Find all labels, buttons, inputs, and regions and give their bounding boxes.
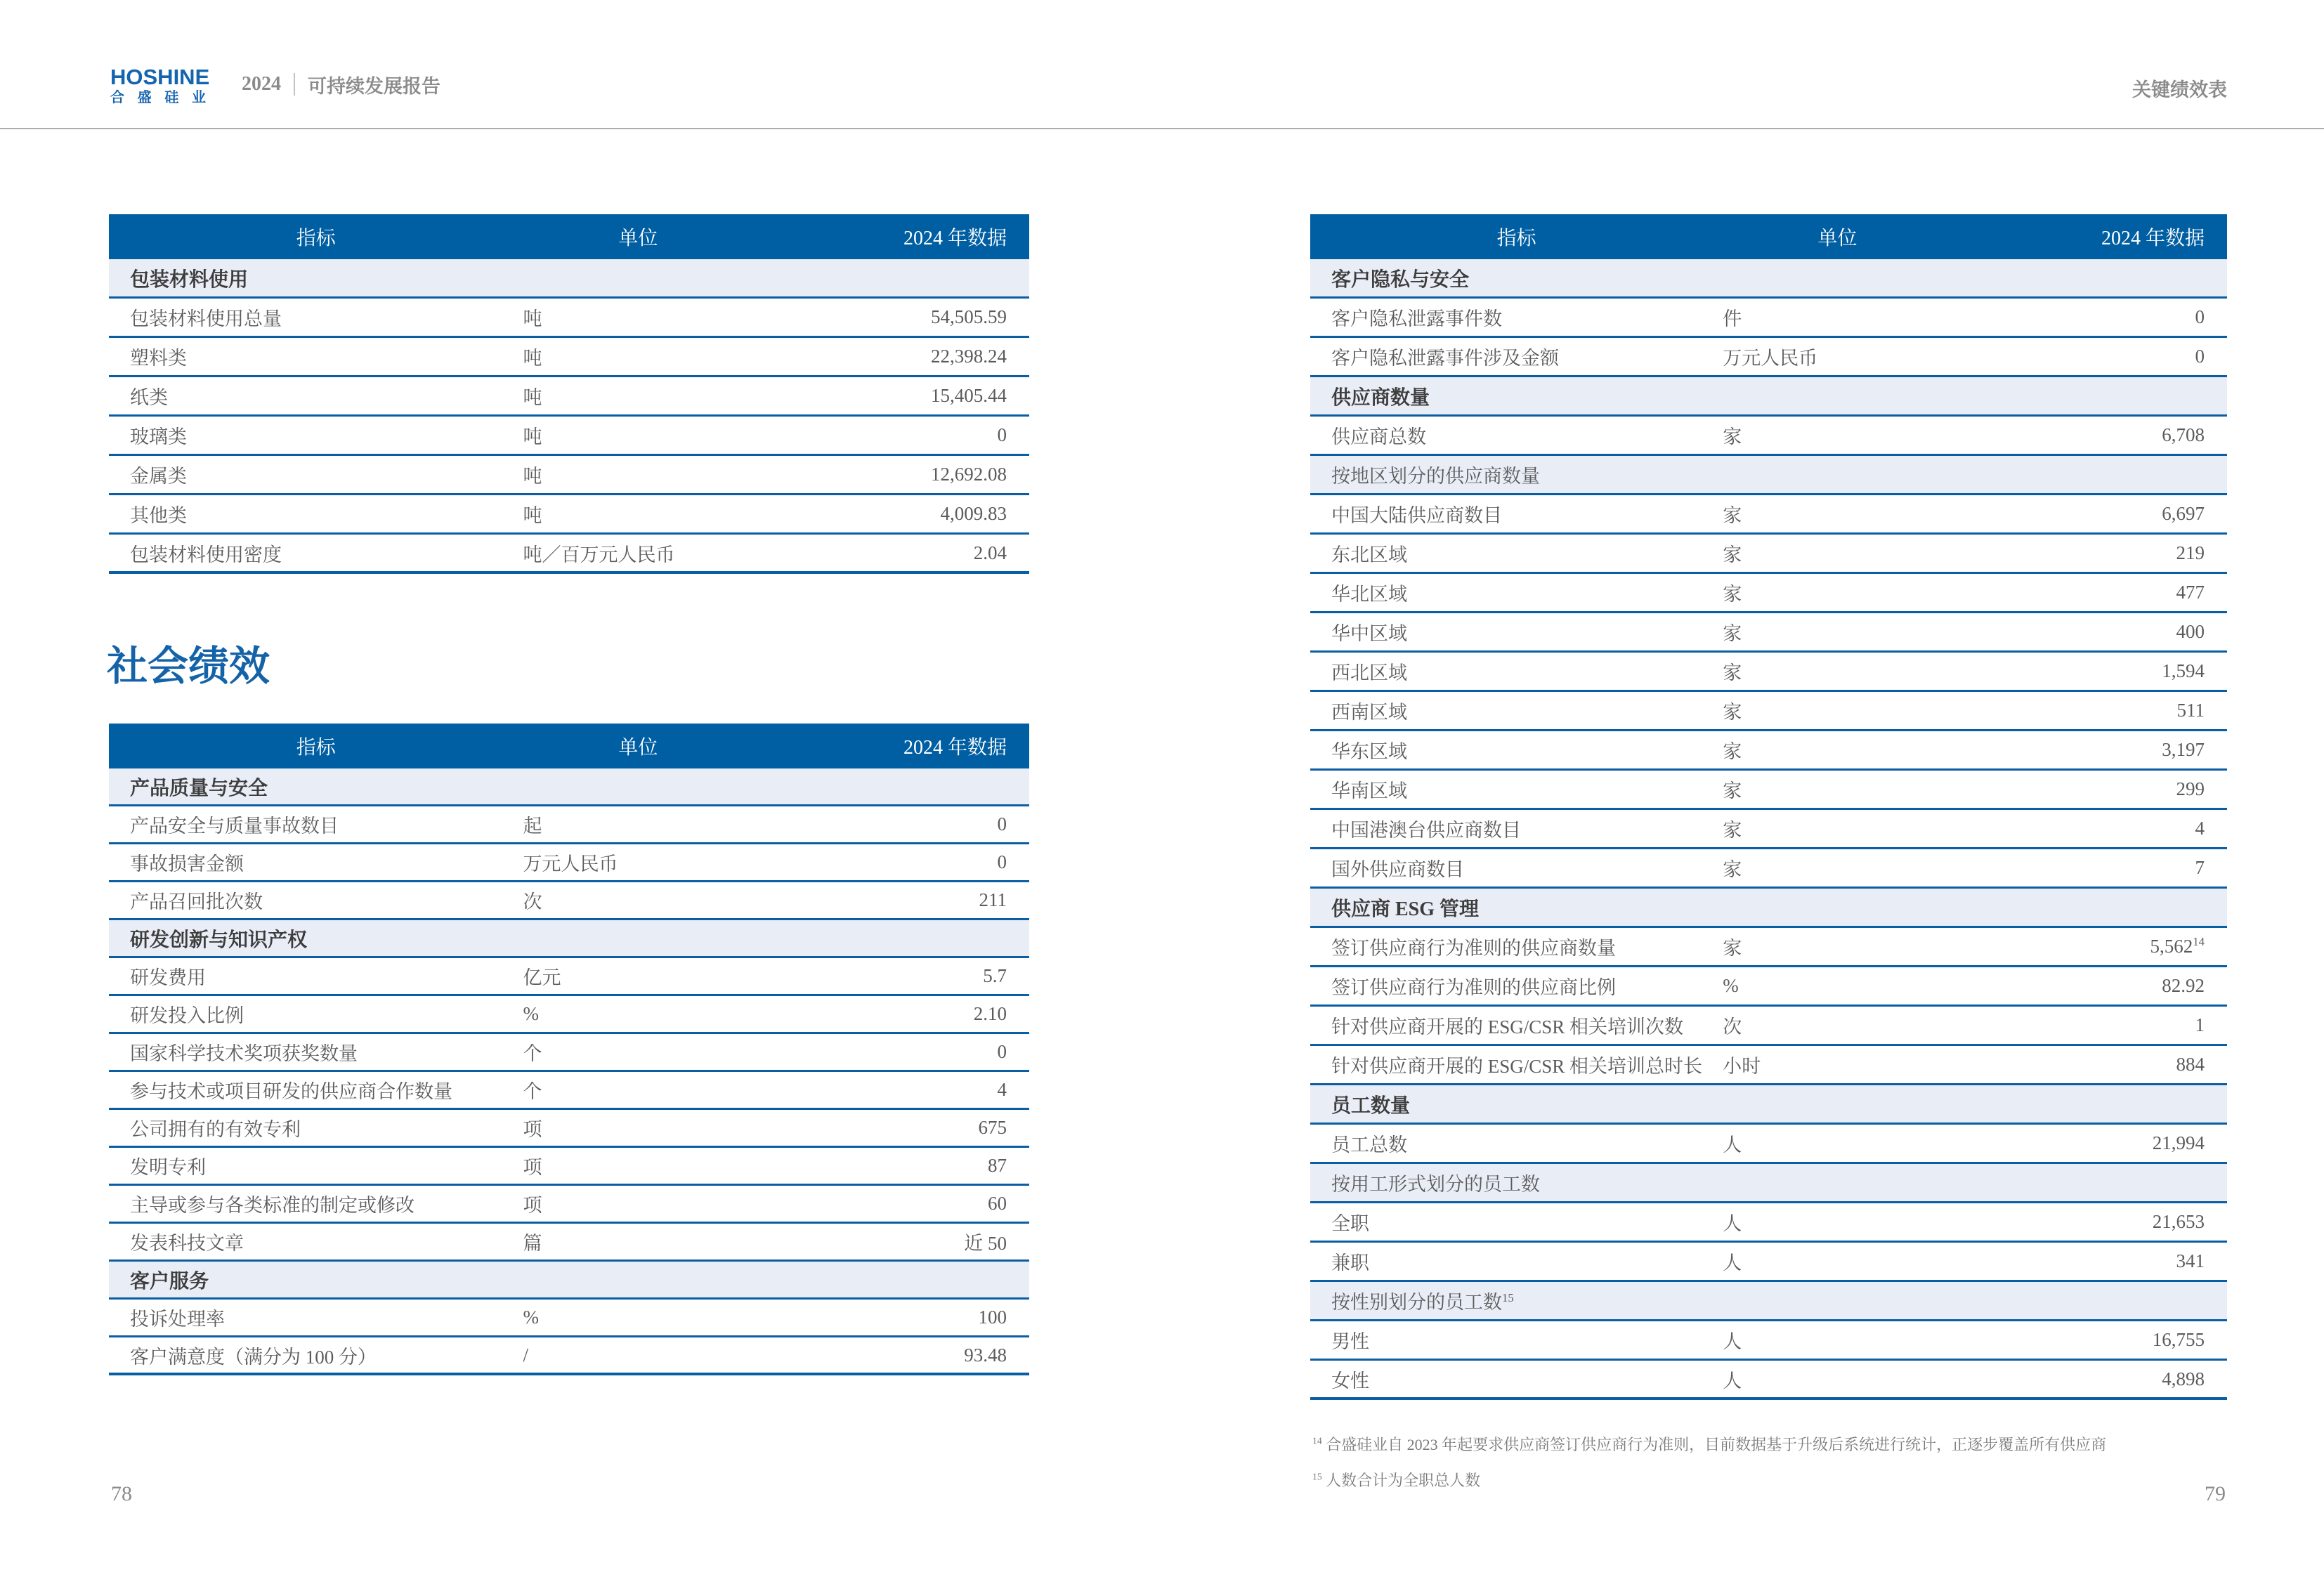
- indicator-cell: 华南区域: [1331, 780, 1407, 801]
- logo-chinese-name: [110, 91, 206, 105]
- unit-cell: 家: [1723, 623, 1742, 644]
- value-cell: 12,692.08: [931, 464, 1007, 485]
- indicator-cell: 客户隐私泄露事件数: [1331, 308, 1502, 329]
- data-row: [109, 958, 1029, 996]
- section-row: [1310, 1085, 2227, 1125]
- subsection-label: 按用工形式划分的员工数: [1331, 1174, 1540, 1195]
- value-cell: 675: [978, 1117, 1007, 1138]
- value-cell: 近 50: [964, 1233, 1007, 1254]
- indicator-cell: 女性: [1331, 1370, 1369, 1392]
- indicator-cell: 西南区域: [1331, 702, 1407, 723]
- value-cell: 21,653: [2152, 1211, 2205, 1232]
- packaging-materials-table: [109, 214, 1029, 574]
- value-cell: 4,009.83: [940, 503, 1007, 524]
- unit-cell: %: [1723, 975, 1739, 996]
- value-cell: 2.10: [973, 1003, 1007, 1024]
- indicator-cell: 华东区域: [1331, 741, 1407, 762]
- value-cell: 0: [997, 424, 1007, 445]
- data-row: [109, 1224, 1029, 1262]
- value-cell: 400: [2176, 621, 2205, 642]
- value-cell: 299: [2176, 778, 2205, 799]
- value-cell: 0: [2195, 346, 2205, 367]
- unit-cell: %: [523, 1307, 539, 1328]
- section-label: 客户服务: [130, 1270, 209, 1293]
- value-cell: 884: [2176, 1054, 2205, 1075]
- unit-cell: 吨: [523, 505, 542, 526]
- indicator-cell: 华北区域: [1331, 584, 1407, 605]
- footnote-14-text: 合盛硅业自 2023 年起要求供应商签订供应商行为准则，目前数据基于升级后系统进行统计，正逐步覆盖所有供应商: [1326, 1436, 2107, 1453]
- unit-cell: 个: [523, 1081, 542, 1102]
- indicator-cell: 客户满意度（满分为 100 分）: [130, 1346, 377, 1368]
- indicator-cell: 中国大陆供应商数目: [1331, 505, 1502, 526]
- data-row: [1310, 1007, 2227, 1046]
- data-row: [1310, 731, 2227, 771]
- header-separator: [294, 73, 295, 96]
- indicator-cell: 玻璃类: [130, 426, 187, 447]
- data-row: [1310, 1125, 2227, 1164]
- data-row: [1310, 495, 2227, 535]
- section-row: [1310, 889, 2227, 928]
- data-row: [1310, 1361, 2227, 1400]
- section-label: 员工数量: [1331, 1094, 1411, 1117]
- unit-cell: 万元人民币: [1723, 348, 1818, 369]
- data-row: [1310, 1046, 2227, 1085]
- unit-cell: 项: [523, 1157, 542, 1178]
- value-cell: 0: [997, 1041, 1007, 1062]
- data-row: [109, 1034, 1029, 1072]
- indicator-cell: 签订供应商行为准则的供应商比例: [1331, 977, 1616, 998]
- indicator-cell: 研发费用: [130, 967, 206, 988]
- data-row: [109, 1300, 1029, 1337]
- section-row: [1310, 259, 2227, 299]
- indicator-cell: 事故损害金额: [130, 853, 244, 875]
- indicator-cell: 国外供应商数目: [1331, 859, 1464, 880]
- column-header-2024-data: 2024 年数据: [903, 228, 1007, 249]
- data-row: [109, 535, 1029, 574]
- value-cell: 211: [979, 889, 1007, 910]
- social-performance-title: 社会绩效: [107, 643, 270, 689]
- value-cell: 6,697: [2162, 503, 2205, 524]
- indicator-cell: 研发投入比例: [130, 1005, 244, 1026]
- indicator-cell: 员工总数: [1331, 1134, 1407, 1156]
- unit-cell: 个: [523, 1043, 542, 1064]
- data-row: [109, 338, 1029, 377]
- indicator-cell: 华中区域: [1331, 623, 1407, 644]
- unit-cell: 项: [523, 1195, 542, 1216]
- header-divider: [0, 128, 2324, 129]
- unit-cell: 人: [1723, 1370, 1742, 1392]
- data-row: [109, 417, 1029, 456]
- indicator-cell: 主导或参与各类标准的制定或修改: [130, 1195, 414, 1216]
- footnotes: [1312, 1433, 2233, 1505]
- value-cell: 219: [2176, 542, 2205, 563]
- unit-cell: 家: [1723, 859, 1742, 880]
- chapter-title: 关键绩效表: [2132, 79, 2227, 100]
- unit-cell: 家: [1723, 702, 1742, 723]
- data-row: [109, 377, 1029, 417]
- section-label: 供应商 ESG 管理: [1331, 898, 1480, 920]
- column-header-unit: 单位: [618, 228, 658, 249]
- indicator-cell: 发表科技文章: [130, 1233, 244, 1254]
- unit-cell: 人: [1723, 1331, 1742, 1352]
- table-header-row: [109, 214, 1029, 259]
- indicator-cell: 参与技术或项目研发的供应商合作数量: [130, 1081, 452, 1102]
- supplier-employee-table: [1310, 214, 2227, 1400]
- indicator-cell: 产品召回批次数: [130, 891, 263, 912]
- data-row: [109, 1186, 1029, 1224]
- table-header-row: [1310, 214, 2227, 259]
- indicator-cell: 产品安全与质量事故数目: [130, 816, 339, 837]
- subsection-row: [1310, 1282, 2227, 1321]
- report-meta: [242, 69, 440, 100]
- value-cell: 4: [2195, 818, 2205, 839]
- unit-cell: %: [523, 1003, 539, 1024]
- indicator-cell: 包装材料使用密度: [130, 544, 282, 565]
- data-row: [109, 456, 1029, 495]
- logo-wordmark: HOSHINE: [110, 65, 210, 89]
- unit-cell: 家: [1723, 780, 1742, 801]
- data-row: [109, 1072, 1029, 1110]
- unit-cell: /: [523, 1344, 529, 1366]
- report-title: 可持续发展报告: [308, 75, 440, 97]
- footnote-14-marker: 14: [1312, 1435, 1322, 1446]
- indicator-cell: 针对供应商开展的 ESG/CSR 相关培训总时长: [1331, 1056, 1703, 1077]
- section-label: 包装材料使用: [130, 268, 249, 291]
- data-row: [1310, 613, 2227, 653]
- column-header-2024-data: 2024 年数据: [2101, 228, 2205, 249]
- data-row: [1310, 1321, 2227, 1361]
- unit-cell: 人: [1723, 1252, 1742, 1274]
- value-cell: 54,505.59: [931, 306, 1007, 327]
- unit-cell: 篇: [523, 1233, 542, 1254]
- subsection-label-superscript: 15: [1502, 1291, 1514, 1304]
- indicator-cell: 塑料类: [130, 348, 187, 369]
- unit-cell: 吨／百万元人民币: [523, 544, 675, 565]
- value-cell: 87: [988, 1155, 1007, 1176]
- section-row: [109, 920, 1029, 958]
- section-label: 客户隐私与安全: [1331, 268, 1470, 291]
- unit-cell: 次: [1723, 1016, 1742, 1038]
- value-cell: 0: [997, 813, 1007, 835]
- value-cell: 7: [2195, 857, 2205, 878]
- value-cell: 93.48: [964, 1344, 1007, 1366]
- unit-cell: 家: [1723, 820, 1742, 841]
- section-row: [109, 1262, 1029, 1300]
- indicator-cell: 公司拥有的有效专利: [130, 1119, 301, 1140]
- unit-cell: 吨: [523, 466, 542, 487]
- indicator-cell: 东北区域: [1331, 544, 1407, 565]
- data-row: [109, 996, 1029, 1034]
- unit-cell: 家: [1723, 505, 1742, 526]
- hoshine-logo: [110, 65, 210, 105]
- indicator-cell: 供应商总数: [1331, 426, 1426, 447]
- logo-char: 合: [110, 90, 124, 105]
- indicator-cell: 纸类: [130, 387, 168, 408]
- unit-cell: 小时: [1723, 1056, 1761, 1077]
- indicator-cell: 客户隐私泄露事件涉及金额: [1331, 348, 1559, 369]
- data-row: [109, 882, 1029, 920]
- data-row: [1310, 338, 2227, 377]
- unit-cell: 家: [1723, 741, 1742, 762]
- indicator-cell: 西北区域: [1331, 662, 1407, 683]
- subsection-row: [1310, 456, 2227, 495]
- data-row: [109, 495, 1029, 535]
- column-header-unit: 单位: [1817, 228, 1858, 249]
- logo-char: 盛: [137, 90, 152, 105]
- data-row: [1310, 967, 2227, 1007]
- data-row: [109, 1110, 1029, 1148]
- column-header-indicator: 指标: [296, 737, 336, 759]
- column-header-2024-data: 2024 年数据: [903, 737, 1007, 759]
- data-row: [1310, 692, 2227, 731]
- unit-cell: 家: [1723, 544, 1742, 565]
- indicator-cell: 其他类: [130, 505, 187, 526]
- unit-cell: 次: [523, 891, 542, 912]
- data-row: [109, 806, 1029, 844]
- data-row: [109, 299, 1029, 338]
- unit-cell: 万元人民币: [523, 853, 618, 875]
- unit-cell: 吨: [523, 308, 542, 329]
- value-cell: 511: [2176, 700, 2205, 721]
- value-cell: 60: [988, 1193, 1007, 1214]
- value-cell: 1: [2195, 1014, 2205, 1035]
- unit-cell: 吨: [523, 387, 542, 408]
- table-header-row: [109, 724, 1029, 768]
- data-row: [1310, 417, 2227, 456]
- indicator-cell: 金属类: [130, 466, 187, 487]
- data-row: [1310, 574, 2227, 613]
- indicator-cell: 发明专利: [130, 1157, 206, 1178]
- data-row: [1310, 299, 2227, 338]
- unit-cell: 亿元: [523, 967, 561, 988]
- data-row: [1310, 810, 2227, 849]
- indicator-cell: 包装材料使用总量: [130, 308, 282, 329]
- logo-char: 硅: [164, 90, 179, 105]
- footnote-14: [1312, 1433, 2233, 1456]
- data-row: [109, 1337, 1029, 1375]
- value-cell: 2.04: [973, 542, 1007, 563]
- page-number-right: 79: [2205, 1482, 2226, 1505]
- section-label: 产品质量与安全: [130, 777, 268, 799]
- unit-cell: 人: [1723, 1213, 1742, 1234]
- column-header-indicator: 指标: [296, 228, 336, 249]
- value-cell: 5,562$^{14}$: [2150, 935, 2205, 957]
- indicator-cell: 全职: [1331, 1213, 1369, 1234]
- unit-cell: 家: [1723, 662, 1742, 683]
- data-row: [1310, 1243, 2227, 1282]
- data-row: [109, 1148, 1029, 1186]
- data-row: [109, 844, 1029, 882]
- value-cell: 477: [2176, 582, 2205, 603]
- report-year: 2024: [242, 73, 281, 95]
- indicator-cell: 国家科学技术奖项获奖数量: [130, 1043, 358, 1064]
- unit-cell: 家: [1723, 426, 1742, 447]
- value-cell: 4: [997, 1079, 1007, 1100]
- data-row: [1310, 653, 2227, 692]
- value-cell-superscript: 14: [2193, 935, 2205, 948]
- unit-cell: 家: [1723, 584, 1742, 605]
- section-label: 研发创新与知识产权: [130, 929, 308, 951]
- value-cell: 6,708: [2162, 424, 2205, 445]
- value-cell: 15,405.44: [931, 385, 1007, 406]
- data-row: [1310, 849, 2227, 889]
- value-cell: 3,197: [2162, 739, 2205, 760]
- column-header-indicator: 指标: [1496, 228, 1536, 249]
- unit-cell: 件: [1723, 308, 1742, 329]
- value-cell: 341: [2176, 1250, 2205, 1271]
- subsection-label: 按地区划分的供应商数量: [1331, 466, 1540, 487]
- unit-cell: 家: [1723, 938, 1742, 959]
- value-cell: 22,398.24: [931, 346, 1007, 367]
- value-cell: 82.92: [2162, 975, 2205, 996]
- data-row: [1310, 771, 2227, 810]
- footnote-15-marker: 15: [1312, 1471, 1322, 1482]
- unit-cell: 起: [523, 816, 542, 837]
- social-performance-table: [109, 724, 1029, 1375]
- indicator-cell: 针对供应商开展的 ESG/CSR 相关培训次数: [1331, 1016, 1684, 1038]
- indicator-cell: 中国港澳台供应商数目: [1331, 820, 1521, 841]
- value-cell: 4,898: [2162, 1368, 2205, 1389]
- section-label: 供应商数量: [1331, 386, 1430, 409]
- unit-cell: 人: [1723, 1134, 1742, 1156]
- unit-cell: 项: [523, 1119, 542, 1140]
- data-row: [1310, 535, 2227, 574]
- subsection-row: [1310, 1164, 2227, 1203]
- value-cell: 5.7: [983, 965, 1007, 986]
- subsection-label: 按性别划分的员工数$^{15}$: [1331, 1291, 1514, 1313]
- column-header-unit: 单位: [618, 737, 658, 759]
- data-row: [1310, 928, 2227, 967]
- indicator-cell: 男性: [1331, 1331, 1369, 1352]
- page-number-left: 78: [111, 1482, 132, 1505]
- value-cell: 21,994: [2152, 1132, 2205, 1153]
- indicator-cell: 投诉处理率: [130, 1309, 225, 1330]
- indicator-cell: 兼职: [1331, 1252, 1369, 1274]
- value-cell: 0: [997, 851, 1007, 872]
- unit-cell: 吨: [523, 348, 542, 369]
- value-cell: 16,755: [2152, 1329, 2205, 1350]
- footnote-15-text: 人数合计为全职总人数: [1326, 1472, 1481, 1489]
- value-cell: 1,594: [2162, 660, 2205, 681]
- indicator-cell: 签订供应商行为准则的供应商数量: [1331, 938, 1616, 959]
- section-row: [109, 768, 1029, 806]
- data-row: [1310, 1203, 2227, 1243]
- section-row: [109, 259, 1029, 299]
- value-cell: 0: [2195, 306, 2205, 327]
- logo-char: 业: [191, 90, 206, 105]
- value-cell: 100: [978, 1307, 1007, 1328]
- footnote-15: [1312, 1469, 2233, 1492]
- section-row: [1310, 377, 2227, 417]
- unit-cell: 吨: [523, 426, 542, 447]
